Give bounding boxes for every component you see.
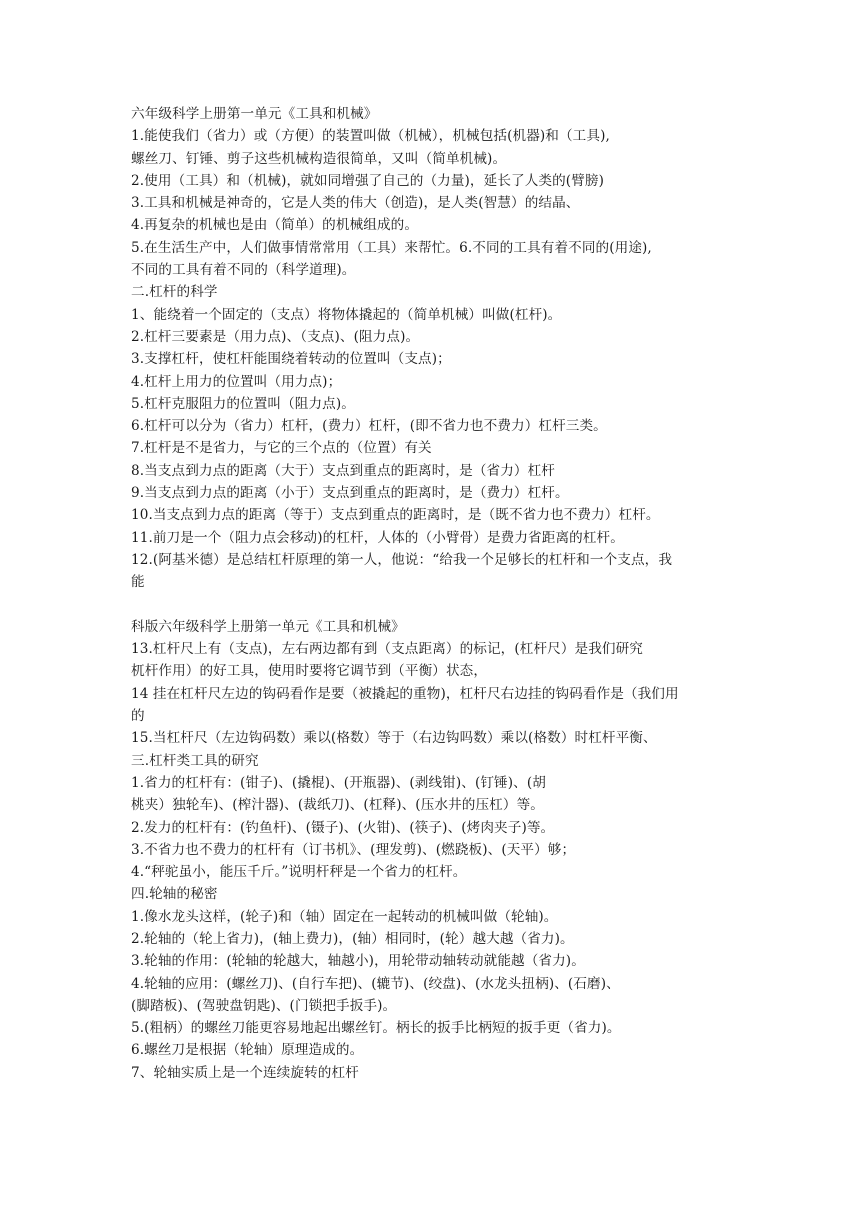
section-heading: 二.杠杆的科学 [131,284,218,301]
text-line: 7.杠杆是不是省力，与它的三个点的（位置）有关 [131,440,432,457]
text-line: 4.杠杆上用力的位置叫（用力点)； [131,373,342,390]
text-line: 14 挂在杠杆尺左边的钩码看作是要（被撬起的重物)，杠杆尺右边挂的钩码看作是（我们用 [131,685,679,702]
text-line: 2.杠杆三要素是（用力点)、（支点)、(阻力点)。 [131,328,420,345]
text-line: 1.像水龙头这样，(轮子)和（轴）固定在一起转动的机械叫做（轮轴)。 [131,908,558,925]
text-line: 9.当支点到力点的距离（小于）支点到重点的距离时，是（费力）杠杆。 [131,485,569,502]
document-body [131,103,741,1084]
text-line: 6.螺丝刀是根据（轮轴）原理造成的。 [131,1042,364,1059]
text-line: 杌杆作用）的好工具，使用时要将它调节到（平衡）状态， [131,663,488,680]
text-line: 7、轮轴实质上是一个连续旋转的杠杆 [131,1064,359,1081]
text-line: 3.轮轴的作用：(轮轴的轮越大，轴越小)，用轮带动轴转动就能越（省力)。 [131,953,585,970]
text-line: 11.前刀是一个（阻力点会移动)的杠杆，人体的（小臂骨）是费力省距离的杠杆。 [131,529,624,546]
text-line: 10.当支点到力点的距离（等于）支点到重点的距离时，是（既不省力也不费力）杠杆。 [131,507,660,524]
text-line: 13.杠杆尺上有（支点)，左右两边都有到（支点距离）的标记，(杠杆尺）是我们研究 [131,641,644,658]
text-line: 8.当支点到力点的距离（大于）支点到重点的距离时，是（省力）杠杆 [131,462,555,479]
blank-line [131,594,741,616]
text-line: 3.工具和机械是神奇的，它是人类的伟大（创造)，是人类(智慧）的结晶、 [131,195,580,212]
section-heading: 三.杠杆类工具的研究 [131,752,259,769]
text-line: 的 [131,708,145,725]
text-line: 1、能绕着一个固定的（支点）将物体撬起的（简单机械）叫做(杠杆)。 [131,306,562,323]
text-line: 2.发力的杠杆有：(钓鱼杆)、(镊子)、(火钳)、(筷子)、(烤肉夹子)等。 [131,819,555,836]
text-line: 能 [131,574,145,591]
text-line: 15.当杠杆尺（左边钩码数）乘以(格数）等于（右边钩吗数）乘以(格数）时杠杆平衡、 [131,730,657,747]
section-heading: 四.轮轴的秘密 [131,886,218,903]
text-line: 5.(粗柄）的螺丝刀能更容易地起出螺丝钉。柄长的扳手比柄短的扳手更（省力)。 [131,1020,621,1037]
text-line: 6.杠杆可以分为（省力）杠杆，(费力）杠杆，(即不省力也不费力）杠杆三类。 [131,418,607,435]
text-line: 螺丝刀、钉锤、剪子这些机械构造很简单，又叫（简单机械)。 [131,150,507,167]
text-line: 4.再复杂的机械也是由（简单）的机械组成的。 [131,217,419,234]
text-line: 4.“秤驼虽小，能压千斤。”说明杆秤是一个省力的杠杆。 [131,864,467,881]
text-line: 3.不省力也不费力的杠杆有（订书机》、(理发剪)、(燃跷板)、(天平）够； [131,841,576,858]
text-line: 5.杠杆克服阻力的位置叫（阻力点)。 [131,395,355,412]
doc-title: 六年级科学上册第一单元《工具和机械》 [131,106,378,122]
text-line: (脚踏板)、(驾驶盘钥匙)、(门锁把手扳手)。 [131,997,397,1014]
text-line: 不同的工具有着不同的（科学道理)。 [131,262,356,279]
text-line: 3.支撑杠杆，使杠杆能围绕着转动的位置叫（支点)； [131,351,451,368]
text-line: 12.(阿基米德）是总结杠杆原理的第一人，他说：“给我一个足够长的杠杆和一个支点，我 [131,551,673,568]
text-line: 5.在生活生产中，人们做事情常常用（工具）来帮忙。6.不同的工具有着不同的(用途), [131,239,652,256]
doc-subtitle: 科版六年级科学上册第一单元《工具和机械》 [131,618,405,635]
text-line: 1.省力的杠杆有：(钳子)、(撬棍)、(开瓶器)、(剥线钳)、(钉锤)、(胡 [131,774,546,791]
text-line: 4.轮轴的应用：(螺丝刀)、(自行车把)、(辘节)、(绞盘)、(水龙头扭柄)、(石磨)、 [131,975,620,992]
text-line: 2.使用（工具）和（机械)，就如同增强了自己的（力量)，延长了人类的(臂膀) [131,172,604,189]
text-line: 1.能使我们（省力）或（方便）的装置叫做（机械），机械包括(机器)和（工具), [131,128,610,145]
text-line: 2.轮轴的（轮上省力)，(轴上费力)，(轴）相同时，(轮）越大越（省力)。 [131,930,574,947]
text-line: 桃夹）独轮车)、(榨汁器)、(裁纸刀)、(杠释)、(压水井的压杠）等。 [131,797,544,814]
